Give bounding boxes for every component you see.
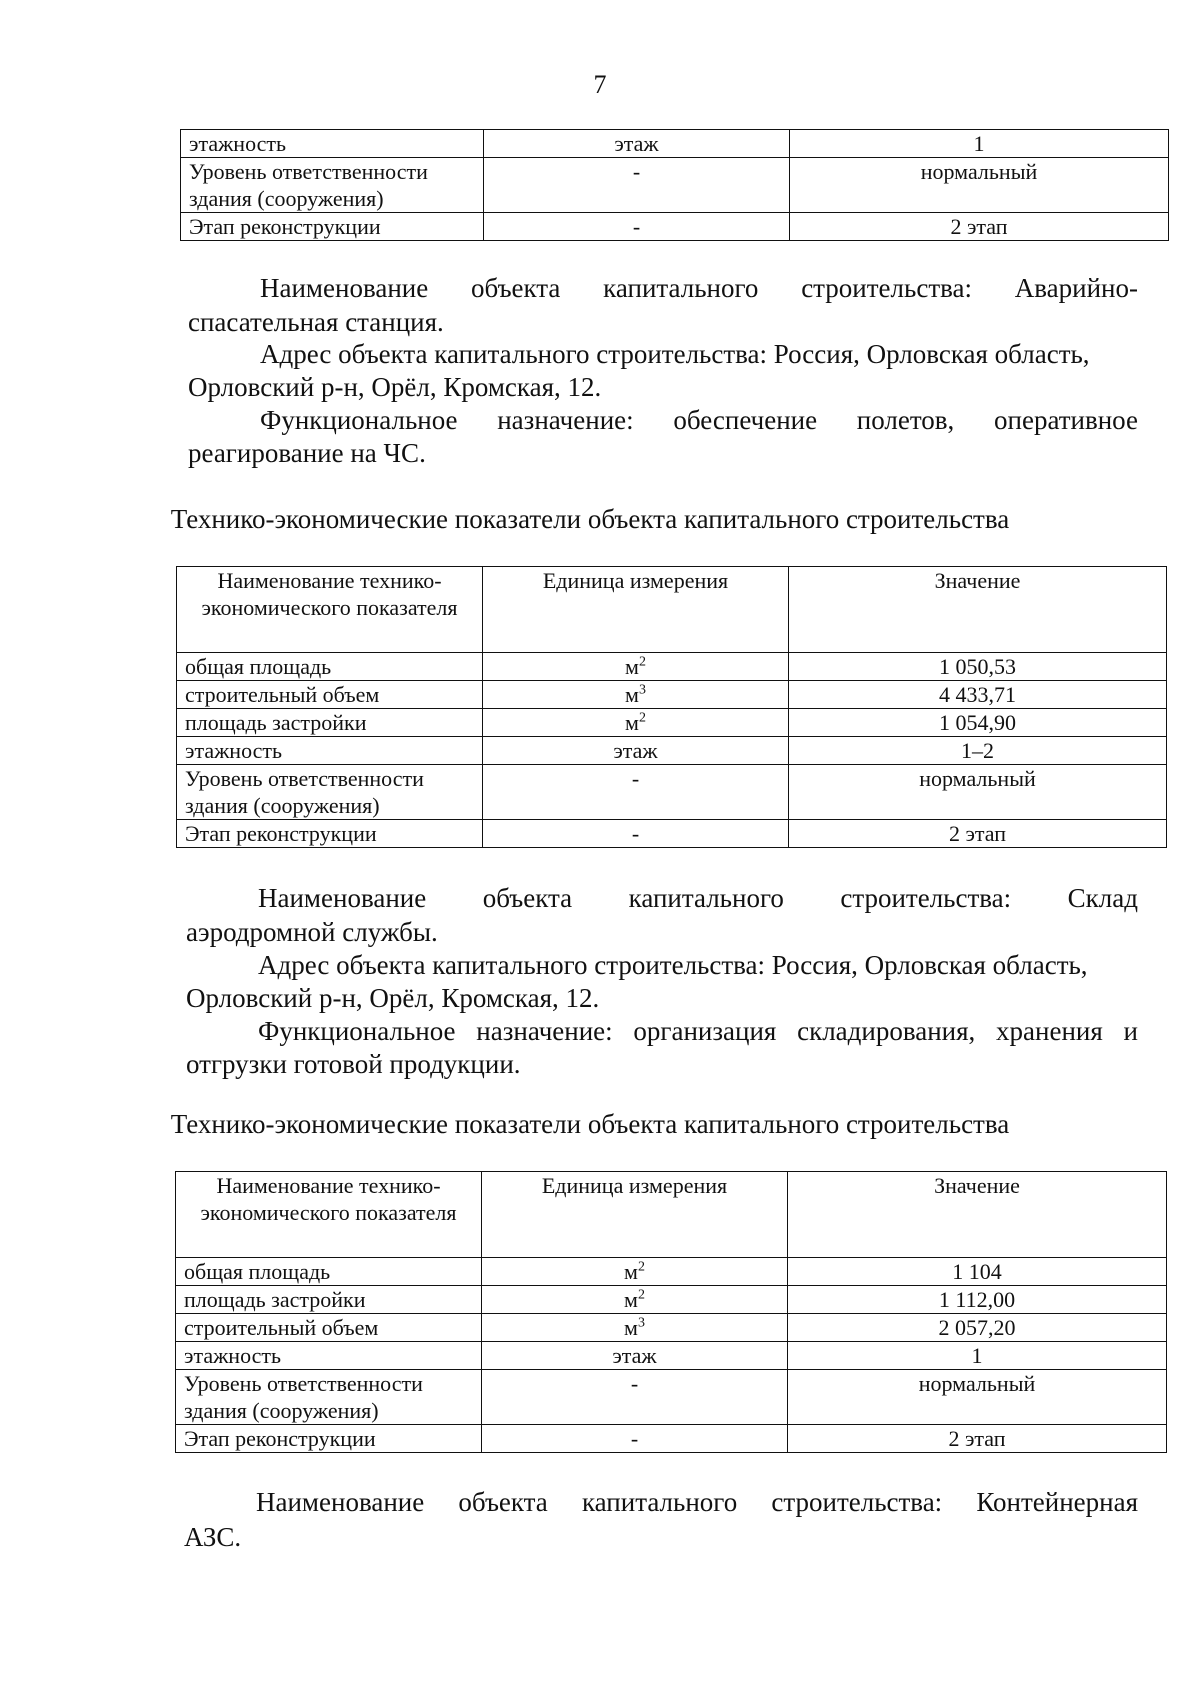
unit-cell [482,1314,788,1342]
unit-exponent: 3 [638,682,646,698]
unit-exponent: 2 [637,1259,645,1275]
indicator-name-cell: этажность [176,1342,482,1370]
unit-cell [483,653,789,681]
unit-cell: - [482,1370,788,1425]
unit-cell: этаж [482,1342,788,1370]
object-name-line: спасательная станция. [188,307,444,337]
object-name-line: Наименование объекта капитального строительства: Контейнерная [256,1487,1138,1517]
indicator-name-cell: Уровень ответственности здания (сооружения) [177,765,483,820]
value-cell: 2 этап [790,213,1169,241]
unit-cell: - [483,765,789,820]
value-cell: 1 [788,1342,1167,1370]
object-name-line: Наименование объекта капитального строительства: Аварийно- [260,273,1138,303]
indicator-name-cell: Уровень ответственности здания (сооружения) [181,158,484,213]
object-purpose-line: отгрузки готовой продукции. [186,1049,521,1079]
value-cell: 2 этап [788,1425,1167,1453]
unit-text: м [624,1287,638,1312]
table-row [177,709,1167,737]
object-address-line: Орловский р-н, Орёл, Кромская, 12. [188,372,602,402]
unit-cell: - [484,158,790,213]
indicator-name-cell: площадь застройки [176,1286,482,1314]
table-row [176,1342,1167,1370]
column-header: Наименование технико-экономического показателя [177,567,483,653]
column-header: Единица измерения [482,1172,788,1258]
table-row [176,1286,1167,1314]
unit-exponent: 2 [638,710,646,726]
table-header-row [176,1172,1167,1258]
table-row [176,1370,1167,1425]
value-cell: нормальный [790,158,1169,213]
object-address-line: Орловский р-н, Орёл, Кромская, 12. [186,983,600,1013]
unit-cell: этаж [484,130,790,158]
indicator-name-cell: Этап реконструкции [181,213,484,241]
value-cell: 1 [790,130,1169,158]
table-header-row [177,567,1167,653]
unit-text: м [625,682,639,707]
object-name-line: АЗС. [184,1522,242,1552]
indicator-name-cell: этажность [177,737,483,765]
value-cell: 2 этап [789,820,1167,848]
object-address-line: Адрес объекта капитального строительства: Россия, Орловская область, [258,950,1088,980]
indicator-name-cell: площадь застройки [177,709,483,737]
object-purpose-line: Функциональное назначение: организация складирования, хранения и [258,1016,1138,1046]
indicator-name-cell: этажность [181,130,484,158]
value-cell: нормальный [789,765,1167,820]
indicator-name-cell: Этап реконструкции [176,1425,482,1453]
unit-text: м [625,710,639,735]
indicator-name-cell: общая площадь [176,1258,482,1286]
table-row [177,820,1167,848]
indicator-name-cell: Уровень ответственности здания (сооружения) [176,1370,482,1425]
tep-table [176,566,1167,848]
table-row [176,1425,1167,1453]
table-row [176,1258,1167,1286]
table-row [177,681,1167,709]
table-row [181,158,1169,213]
unit-exponent: 3 [637,1315,645,1331]
table-heading: Технико-экономические показатели объекта капитального строительства [170,504,1010,534]
column-header: Единица измерения [483,567,789,653]
unit-exponent: 2 [638,654,646,670]
unit-cell [483,709,789,737]
page-number: 7 [593,70,607,99]
unit-text: м [624,1259,638,1284]
unit-text: м [625,654,639,679]
tep-table [175,1171,1167,1453]
value-cell: 1 054,90 [789,709,1167,737]
column-header: Наименование технико-экономического показателя [176,1172,482,1258]
table-row [177,737,1167,765]
unit-cell [482,1258,788,1286]
object-purpose-line: Функциональное назначение: обеспечение полетов, оперативное [260,405,1138,435]
unit-cell: - [482,1425,788,1453]
indicator-name-cell: строительный объем [177,681,483,709]
table-row [177,765,1167,820]
table-row [181,130,1169,158]
table-row [176,1314,1167,1342]
table-row [181,213,1169,241]
tep-table-continued [180,129,1169,241]
value-cell: 2 057,20 [788,1314,1167,1342]
unit-cell [482,1286,788,1314]
unit-exponent: 2 [637,1287,645,1303]
unit-text: м [624,1315,638,1340]
unit-cell: - [484,213,790,241]
object-name-line: аэродромной службы. [186,917,438,947]
column-header: Значение [789,567,1167,653]
object-name-line: Наименование объекта капитального строительства: Склад [258,883,1138,913]
column-header: Значение [788,1172,1167,1258]
unit-cell: этаж [483,737,789,765]
value-cell: 1–2 [789,737,1167,765]
table-heading: Технико-экономические показатели объекта капитального строительства [170,1109,1010,1139]
object-purpose-line: реагирование на ЧС. [188,438,426,468]
object-address-line: Адрес объекта капитального строительства: Россия, Орловская область, [260,339,1090,369]
indicator-name-cell: Этап реконструкции [177,820,483,848]
unit-cell: - [483,820,789,848]
value-cell: нормальный [788,1370,1167,1425]
value-cell: 1 104 [788,1258,1167,1286]
indicator-name-cell: общая площадь [177,653,483,681]
value-cell: 1 050,53 [789,653,1167,681]
indicator-name-cell: строительный объем [176,1314,482,1342]
unit-cell [483,681,789,709]
table-row [177,653,1167,681]
value-cell: 4 433,71 [789,681,1167,709]
value-cell: 1 112,00 [788,1286,1167,1314]
